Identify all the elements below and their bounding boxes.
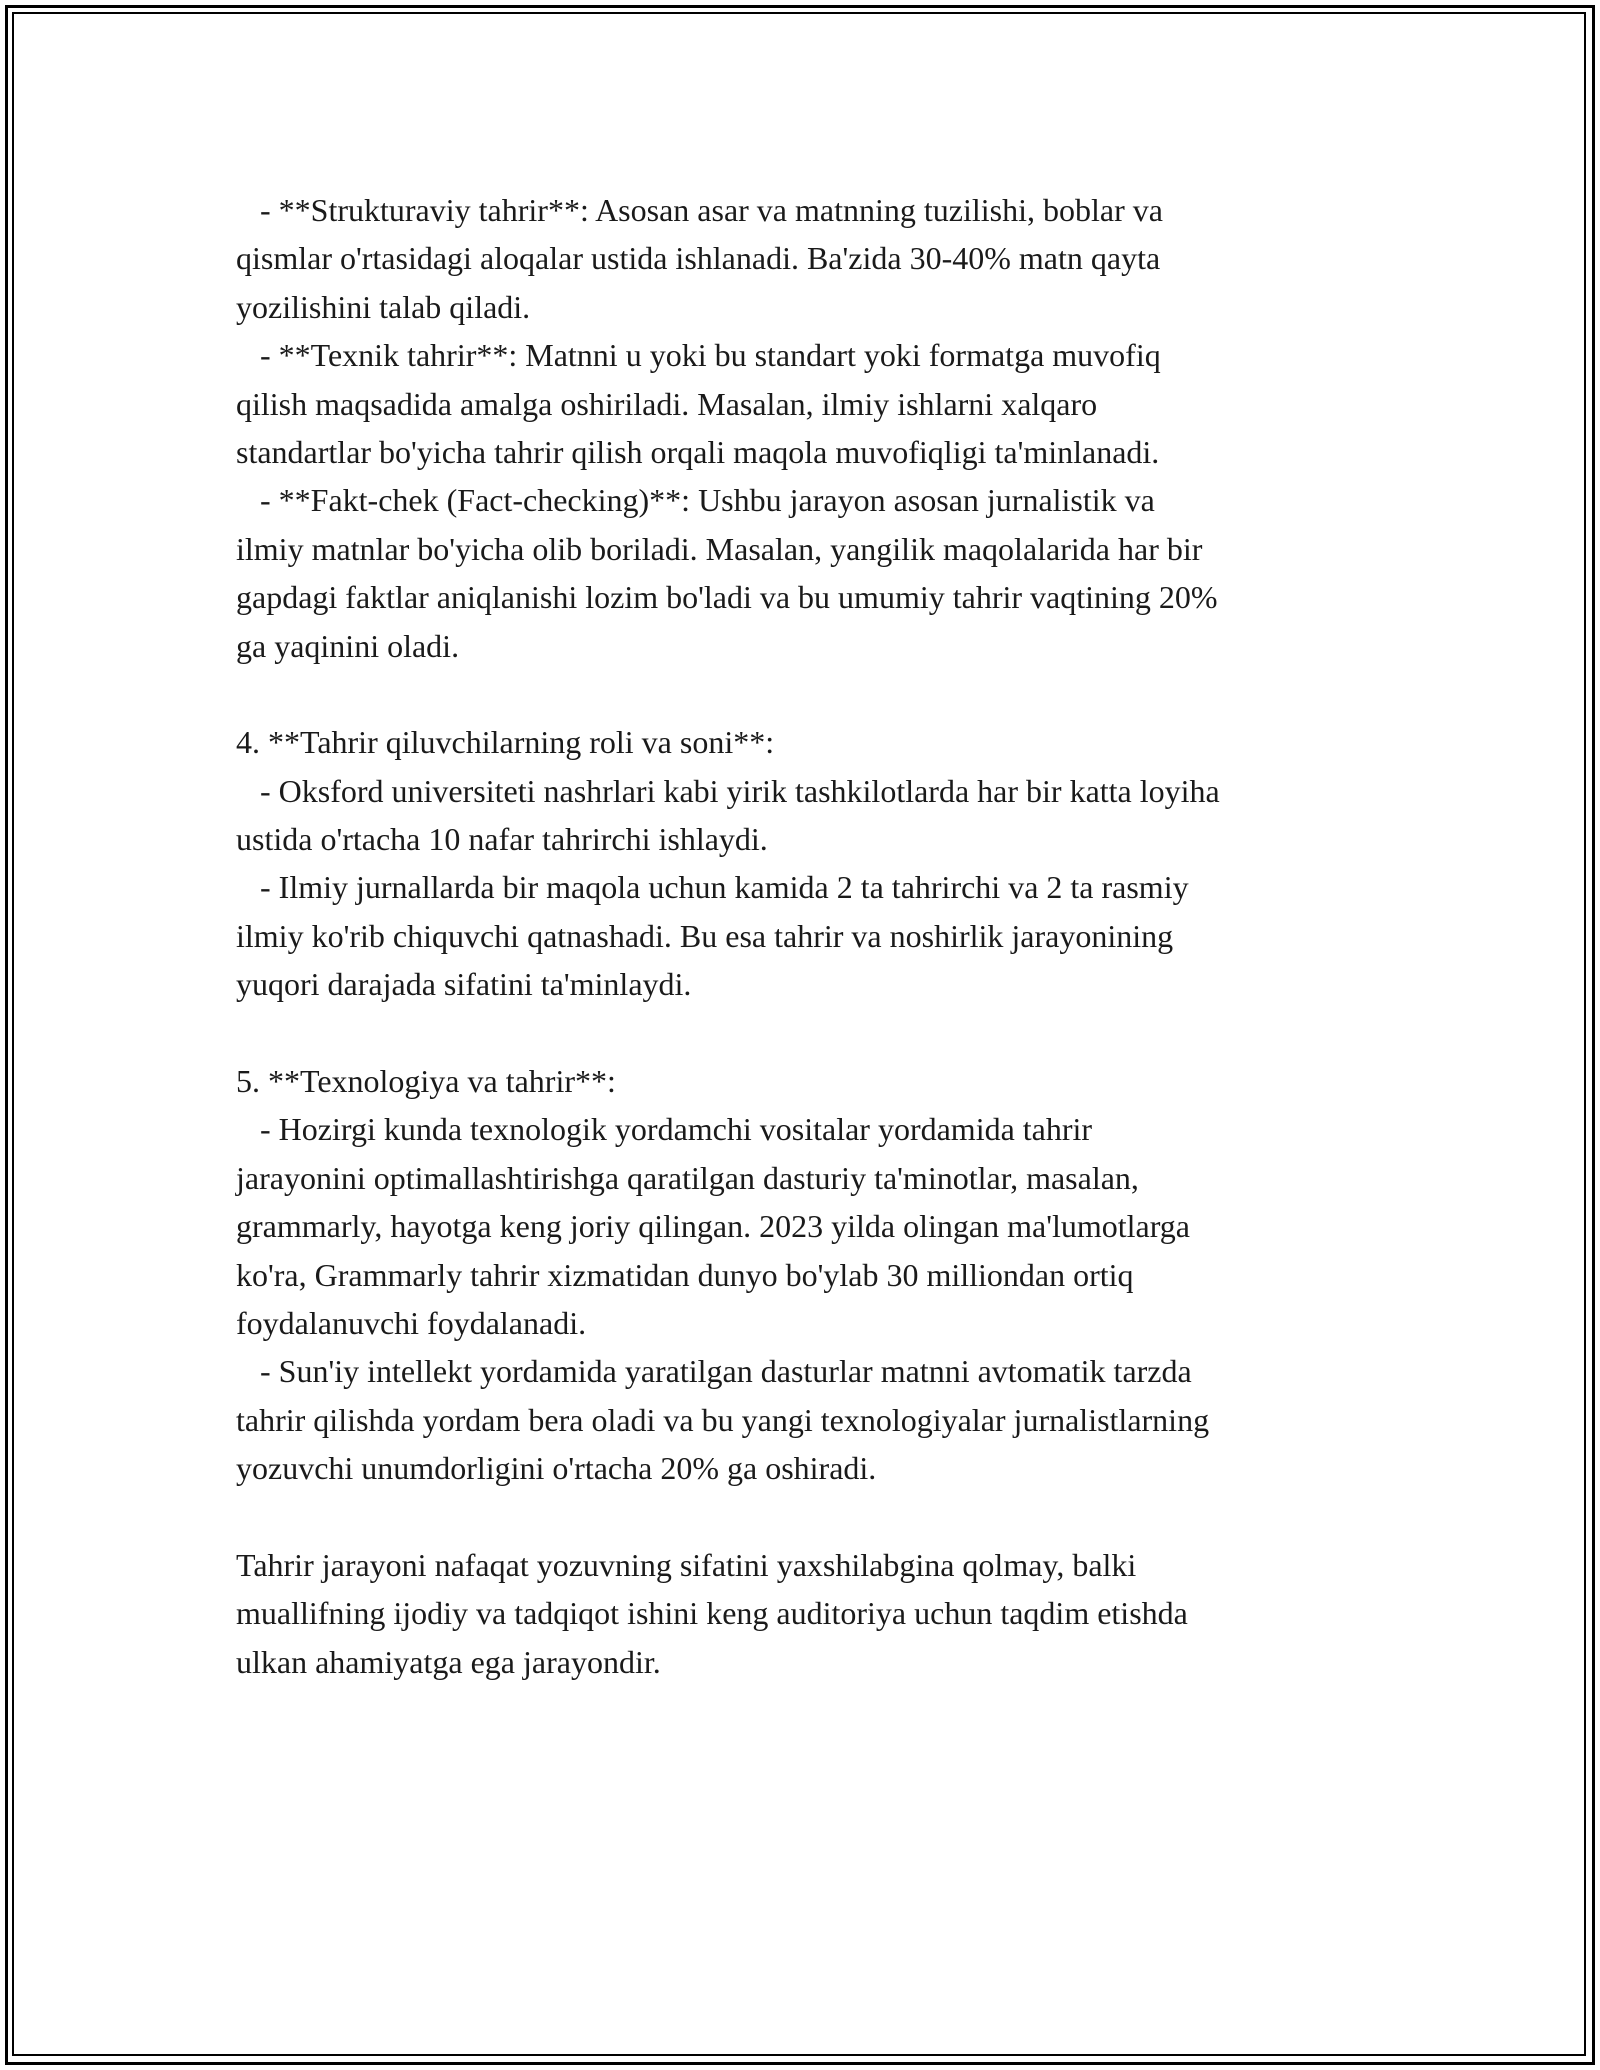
text-line: ko'ra, Grammarly tahrir xizmatidan dunyo bo'ylab 30 milliondan ortiq: [236, 1256, 1134, 1293]
text-line: - Oksford universiteti nashrlari kabi yirik tashkilotlarda har bir katta loyiha: [236, 772, 1220, 809]
text-line: - Sun'iy intellekt yordamida yaratilgan dasturlar matnni avtomatik tarzda: [236, 1353, 1192, 1390]
paragraph-technology: [236, 1057, 1386, 1493]
paragraph-spacer: [236, 670, 1386, 718]
text-line: muallifning ijodiy va tadqiqot ishini keng auditoriya uchun taqdim etishda: [236, 1595, 1188, 1632]
text-line: ustida o'rtacha 10 nafar tahrirchi ishlaydi.: [236, 821, 768, 858]
text-line: - **Fakt-chek (Fact-checking)**: Ushbu jarayon asosan jurnalistik va: [236, 482, 1155, 519]
text-line: - **Strukturaviy tahrir**: Asosan asar va matnning tuzilishi, boblar va: [236, 192, 1163, 228]
text-line: ulkan ahamiyatga ega jarayondir.: [236, 1643, 661, 1680]
text-line: grammarly, hayotga keng joriy qilingan. 2023 yilda olingan ma'lumotlarga: [236, 1208, 1190, 1245]
paragraph-editors-role: [236, 718, 1386, 1008]
text-line: ilmiy matnlar bo'yicha olib boriladi. Masalan, yangilik maqolalarida har bir: [236, 530, 1203, 567]
text-line: qilish maqsadida amalga oshiriladi. Masalan, ilmiy ishlarni xalqaro: [236, 385, 1098, 422]
text-line: jarayonini optimallashtirishga qaratilgan dasturiy ta'minotlar, masalan,: [236, 1159, 1139, 1196]
text-line: yozuvchi unumdorligini o'rtacha 20% ga oshiradi.: [236, 1450, 877, 1487]
text-line: standartlar bo'yicha tahrir qilish orqali maqola muvofiqligi ta'minlanadi.: [236, 433, 1160, 470]
text-line: ilmiy ko'rib chiquvchi qatnashadi. Bu esa tahrir va noshirlik jarayonining: [236, 917, 1174, 954]
document-body: [236, 186, 1386, 1686]
paragraph-conclusion: [236, 1541, 1386, 1686]
paragraph-editing-types: [236, 186, 1386, 670]
text-line: ga yaqinini oladi.: [236, 627, 460, 664]
paragraph-spacer: [236, 1009, 1386, 1057]
text-line: qismlar o'rtasidagi aloqalar ustida ishlanadi. Ba'zida 30-40% matn qayta: [236, 240, 1161, 277]
text-line: Tahrir jarayoni nafaqat yozuvning sifatini yaxshilabgina qolmay, balki: [236, 1546, 1137, 1583]
paragraph-spacer: [236, 1493, 1386, 1541]
text-line: foydalanuvchi foydalanadi.: [236, 1304, 587, 1341]
text-line: yozilishini talab qiladi.: [236, 288, 531, 325]
text-line: - Ilmiy jurnallarda bir maqola uchun kamida 2 ta tahrirchi va 2 ta rasmiy: [236, 869, 1189, 906]
section-heading-line: 5. **Texnologiya va tahrir**:: [236, 1063, 616, 1100]
section-heading-line: 4. **Tahrir qiluvchilarning roli va soni**:: [236, 724, 775, 761]
text-line: tahrir qilishda yordam bera oladi va bu yangi texnologiyalar jurnalistlarning: [236, 1401, 1210, 1438]
text-line: gapdagi faktlar aniqlanishi lozim bo'ladi va bu umumiy tahrir vaqtining 20%: [236, 579, 1218, 616]
text-line: - **Texnik tahrir**: Matnni u yoki bu standart yoki formatga muvofiq: [236, 337, 1161, 374]
text-line: - Hozirgi kunda texnologik yordamchi vositalar yordamida tahrir: [236, 1111, 1093, 1148]
text-line: yuqori darajada sifatini ta'minlaydi.: [236, 966, 692, 1003]
